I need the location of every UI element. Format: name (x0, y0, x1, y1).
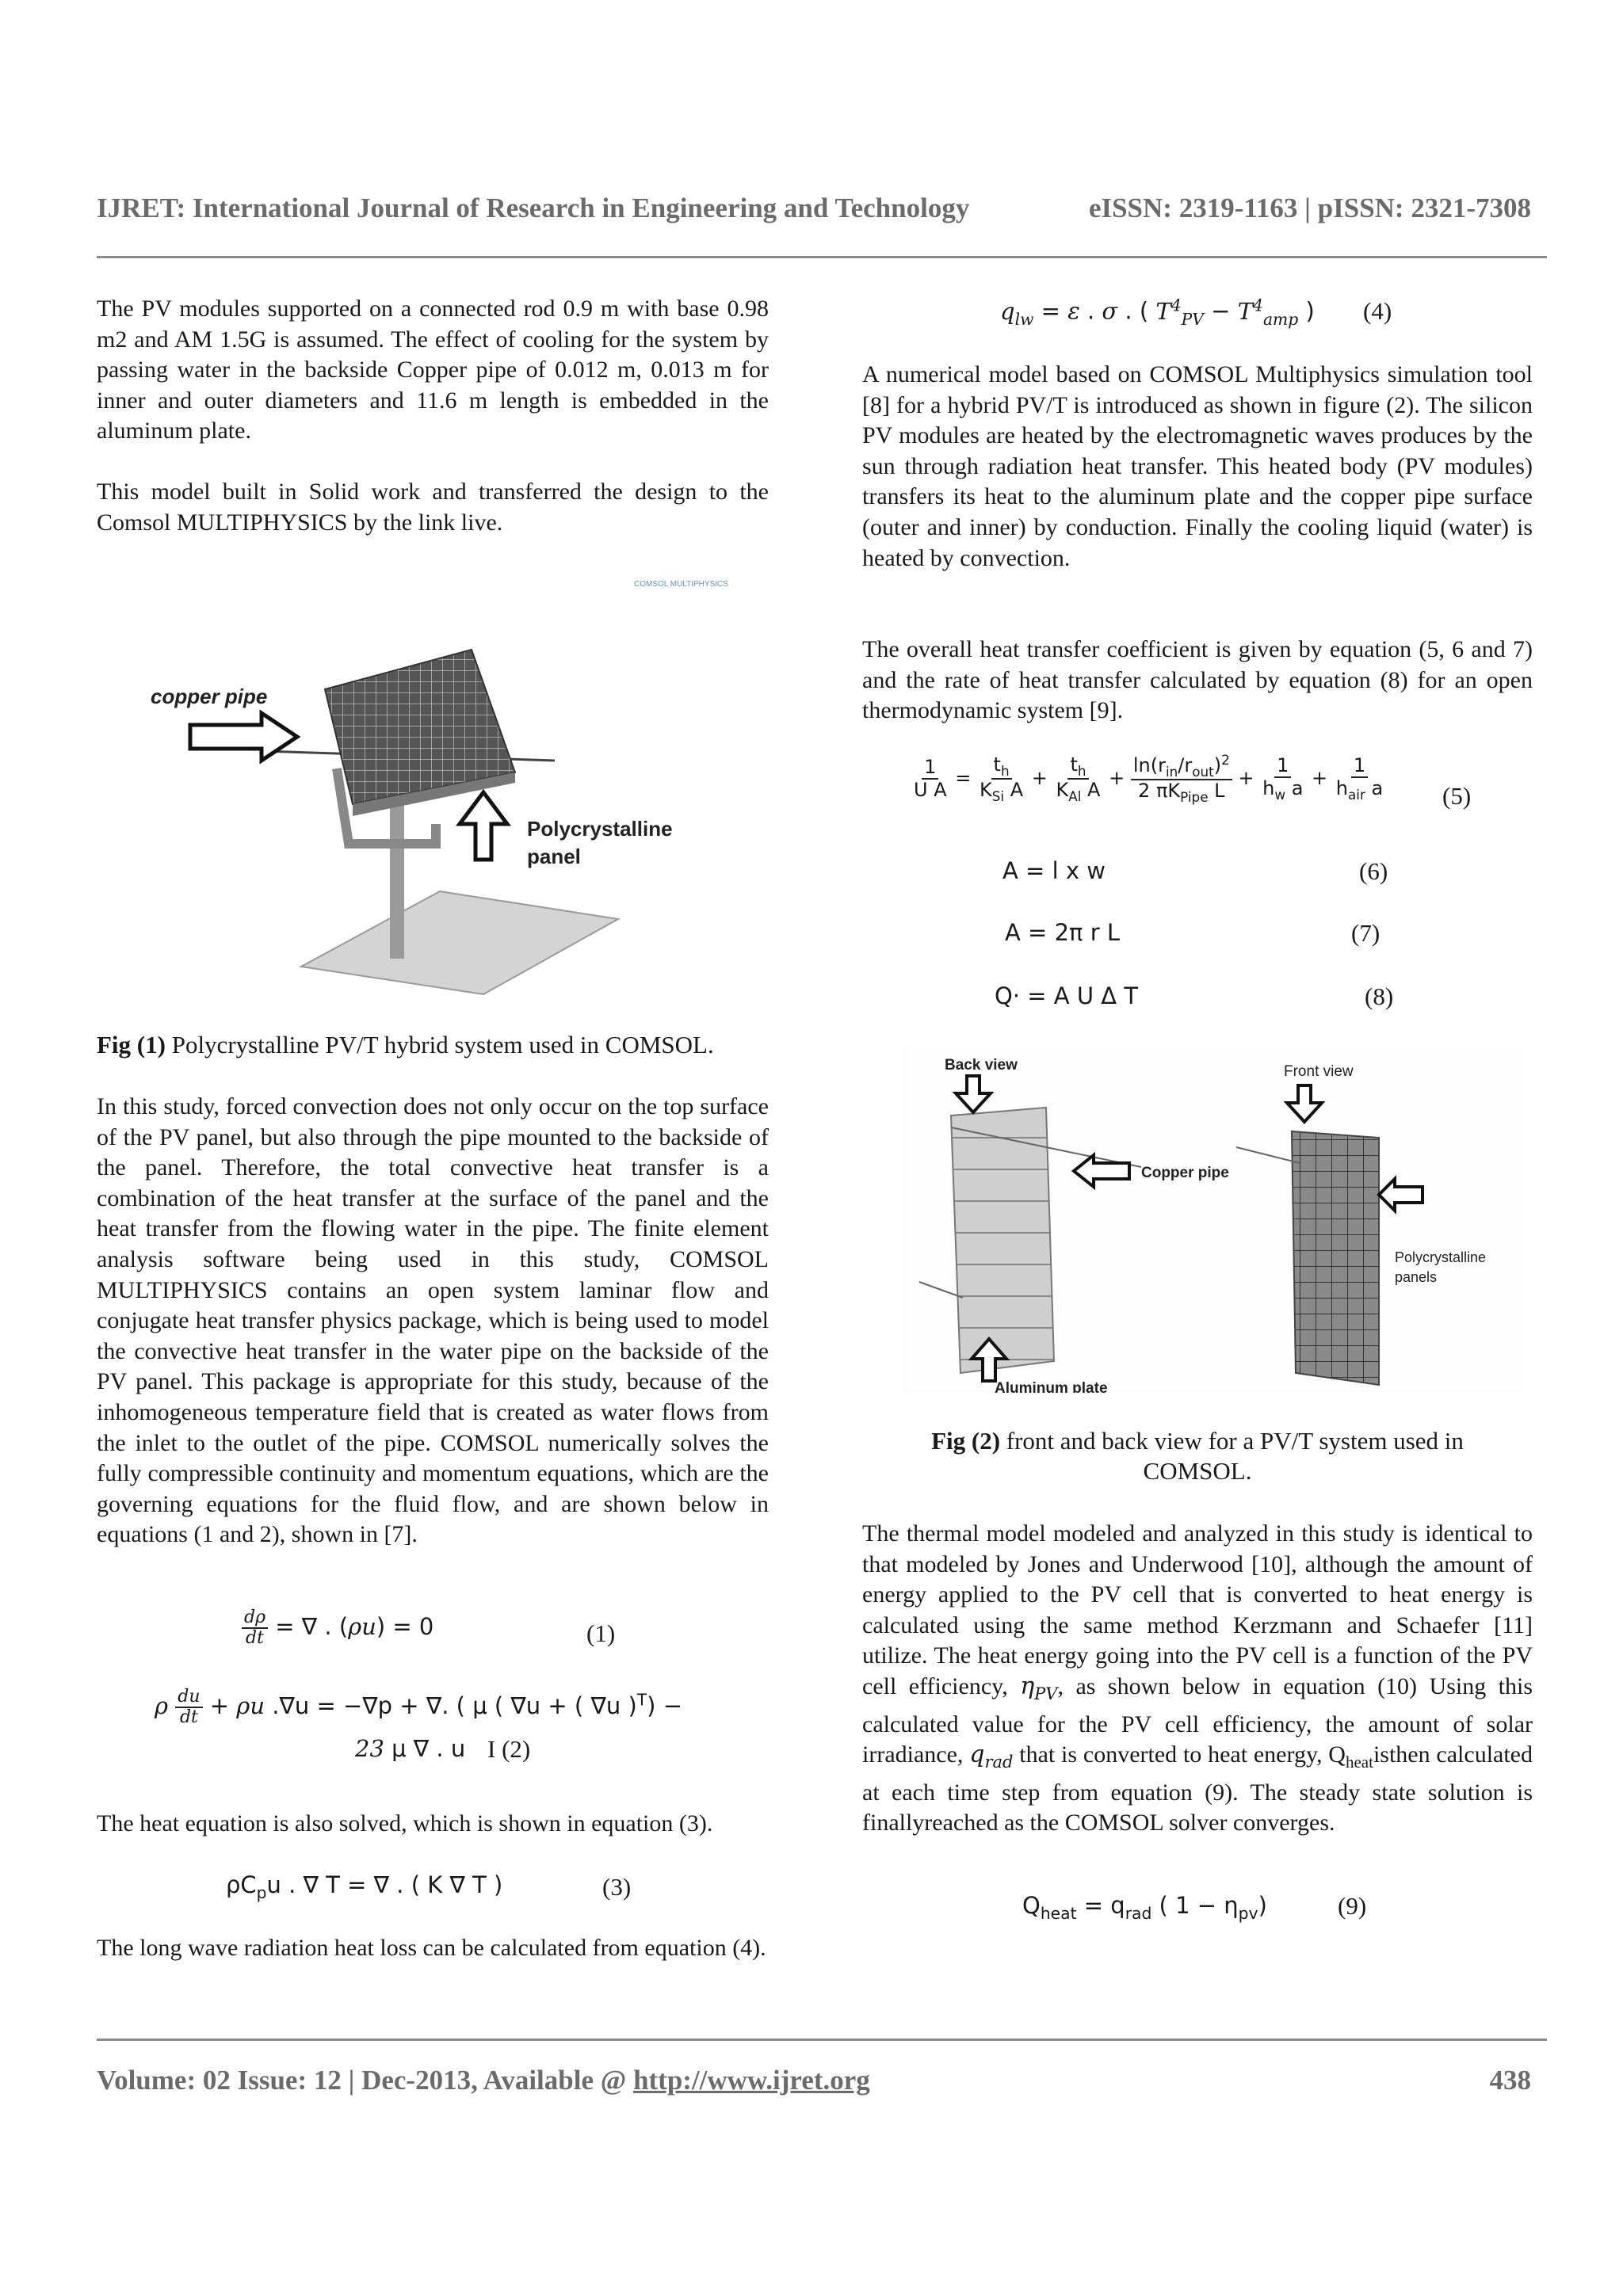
arrow-up-icon (460, 792, 507, 860)
front-back-view-illustration (903, 1044, 1522, 1393)
copper-pipe-label: Copper pipe (1141, 1165, 1229, 1181)
equation-9-number: (9) (1338, 1892, 1367, 1920)
equation-2-number: I (2) (487, 1735, 531, 1763)
footer-rule (97, 2039, 1547, 2041)
left-paragraph-5: The long wave radiation heat loss can be calculated from equation (4). (97, 1935, 766, 1961)
arrow-right-icon (190, 713, 297, 761)
figure-1-caption (97, 1030, 778, 1060)
issn: eISSN: 2319-1163 | pISSN: 2321-7308 (1088, 193, 1531, 223)
equation-9: $Q_{heat} = q_{rad}$ ( $1 - \eta_{pv}$) (1022, 1892, 1267, 1923)
front-view-label: Front view (1284, 1063, 1354, 1080)
right-paragraph-1: A numerical model based on COMSOL Multiphysics simulation tool [8] for a hybrid PV/T is introduced as shown in figure (2). The silicon PV modules are heated by the electromagnetic waves produces by the sun through radiation heat transfer. This heated body (PV modules) transfers its heat to the aluminum plate and the copper pipe surface (outer and inner) by conduction. Finally the cooling liquid (water) is heated by convection. (862, 361, 1533, 571)
polycrystalline-label-1: Polycrystalline (1395, 1249, 1487, 1265)
equation-3-number: (3) (602, 1873, 632, 1901)
left-paragraph-3: In this study, forced convection does not only occur on the top surface of the PV panel, but also through the pipe mounted to the backside of the panel. Therefore, the total convective heat transfer is a combination of the heat transfer at the surface of the panel and the heat transfer from the flowing water in the pipe. The finite element analysis software being used in this study, COMSOL MULTIPHYSICS contains an open system laminar flow and conjugate heat transfer physics package, which is being used to model the convective heat transfer in the water pipe on the backside of the PV panel. This package is appropriate for this study, because of the inhomogeneous temperature field that is created as water flows from the inlet to the outlet of the pipe. COMSOL numerically solves the fully compressible continuity and momentum equations, which are the governing equations for the fluid flow, and are shown below in equations (1 and 2), shown in [7]. (97, 1093, 769, 1548)
journal-link[interactable]: http://www.ijret.org (633, 2065, 870, 2096)
left-paragraph-4: The heat equation is also solved, which is shown in equation (3). (97, 1810, 713, 1836)
back-panel (951, 1108, 1054, 1373)
equation-5-number: (5) (1442, 782, 1472, 810)
equation-7-number: (7) (1351, 919, 1381, 947)
right-paragraph-2: The overall heat transfer coefficient is given by equation (5, 6 and 7) and the rate of heat transfer calculated by equation (8) for an open thermodynamic system [9]. (862, 636, 1533, 724)
front-panel (1292, 1131, 1379, 1385)
figure-1 (143, 570, 729, 1002)
journal-title: IJRET: International Journal of Research in Engineering and Technology (97, 193, 970, 223)
left-paragraph-1: The PV modules supported on a connected rod 0.9 m with base 0.98 m2 and AM 1.5G is assumed. The effect of cooling for the system by passing water in the backside Copper pipe of 0.012 m, 0.013 m for inner and outer diameters and 11.6 m length is embedded in the aluminum plate. (97, 296, 769, 444)
header-rule (97, 256, 1547, 258)
page-number: 438 (1489, 2065, 1531, 2096)
panel-label-1: Polycrystalline (527, 817, 673, 841)
equation-6: A = l x w (1002, 857, 1106, 884)
equation-2: ρ $\frac{du}{dt}$ + ρu .∇u = −∇p + ∇. ( μ ( ∇u + ( ∇u )$^T$) − (155, 1687, 682, 1728)
running-header (97, 193, 1531, 224)
figure-2 (903, 1044, 1522, 1393)
equation-4-number: (4) (1363, 297, 1392, 325)
aluminum-plate-label: Aluminum plate (995, 1380, 1108, 1393)
figure-2-caption-label: Fig (2) (931, 1427, 1001, 1455)
equation-6-number: (6) (1359, 857, 1388, 885)
panel-label-2: panel (527, 845, 581, 868)
figure-1-caption-label: Fig (1) (97, 1031, 166, 1058)
left-paragraph-2: This model built in Solid work and transferred the design to the Comsol MULTIPHYSICS by the link live. (97, 479, 769, 536)
equation-4: $q_{lw} = \varepsilon$ . σ . ( $T^4_{PV} - T^4_{amp}$ ) (1000, 296, 1315, 329)
equation-8-number: (8) (1365, 982, 1394, 1010)
back-view-label: Back view (945, 1057, 1018, 1074)
equation-5: $\frac{1}{\text{U A}}$ = $\frac{t_h}{K_{Si} A}$ + $\frac{t_h}{K_{Al} A}$ + $\frac{\ln(r_{in}/r_{out})^2}{2 \pi K_{Pipe} L}$ + $\frac{1}{h_w a}$ + $\frac{1}{h_{air} a}$ (914, 752, 1384, 806)
right-paragraph-3: The thermal model modeled and analyzed in this study is identical to that modeled by Jones and Underwood [10], although the amount of energy applied to the PV cell that is converted to heat energy is calculated using the same method Kerzmann and Schaefer [11] utilize. The heat energy going into the PV cell is a function of the PV cell efficiency, $\eta_{PV}$, as shown below in equation (10) Using this calculated value for the PV cell efficiency, the amount of solar irradiance, $q_{rad}$ that is converted to heat energy, $Q_{heat}isthen$ calculated at each time step from equation (9). The steady state solution is finallyreached as the COMSOL solver converges. (862, 1520, 1533, 1836)
figure-1-caption-text: Polycrystalline PV/T hybrid system used in COMSOL. (165, 1031, 714, 1058)
running-footer (97, 2065, 1531, 2096)
base-plate (301, 891, 618, 994)
equation-7: A = 2π r L (1005, 919, 1120, 946)
pvt-system-illustration (143, 570, 729, 1002)
equation-3: $\rho C_pu$ . ∇ T = ∇ . ( K ∇ T ) (226, 1871, 503, 1902)
copper-pipe-label: copper pipe (151, 685, 268, 708)
equation-1-number: (1) (586, 1619, 616, 1647)
equation-2-cont: 23 μ ∇ . u (355, 1735, 466, 1762)
equation-1: $\frac{d\rho}{dt}$ = ∇ . (ρu) = 0 (242, 1608, 433, 1648)
polycrystalline-label-2: panels (1395, 1269, 1438, 1285)
figure-2-caption-text: front and back view for a PV/T system used in (1000, 1427, 1464, 1455)
volume-info: Volume: 02 Issue: 12 | Dec-2013, Available @ http://www.ijret.org (97, 2065, 870, 2096)
support-rod (390, 800, 404, 959)
equation-8: Q· = A U Δ T (995, 982, 1139, 1009)
comsol-logo: COMSOL MULTIPHYSICS (634, 580, 728, 589)
figure-2-caption-line2: COMSOL. (1143, 1457, 1252, 1485)
figure-2-caption (862, 1426, 1533, 1486)
